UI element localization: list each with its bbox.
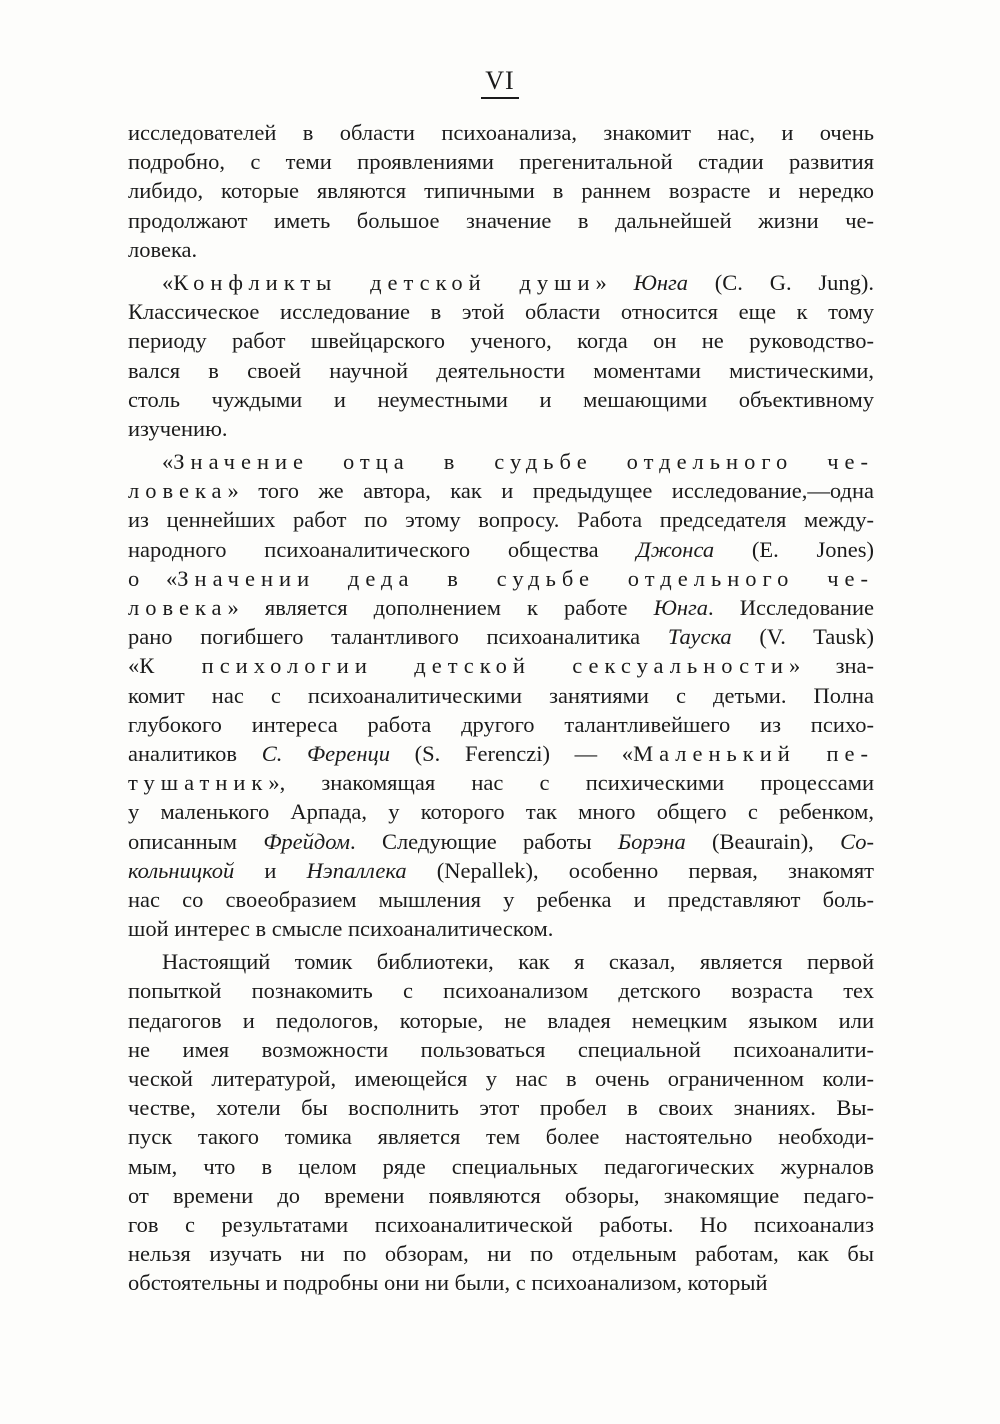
text-run: (V. Tausk) bbox=[731, 624, 874, 650]
text-line bbox=[128, 739, 874, 768]
text-run: у маленького Арпада, у которого так много общего с ребенком, bbox=[128, 799, 874, 825]
text-run: шой интерес в смысле психоаналитическом. bbox=[128, 916, 554, 942]
text-run: (Beaurain), bbox=[685, 828, 841, 854]
spaced-title: ловека bbox=[128, 478, 228, 504]
text-run: (Nepallek), особенно первая, знакомят bbox=[406, 857, 874, 883]
text-line bbox=[128, 914, 874, 943]
text-line bbox=[128, 1035, 874, 1064]
text-line bbox=[128, 947, 874, 976]
text-line bbox=[128, 1268, 874, 1297]
italic-name: Со- bbox=[840, 828, 874, 854]
text-run: ловека. bbox=[128, 236, 198, 262]
italic-name: кольницкой bbox=[128, 857, 235, 883]
text-run: столь чуждыми и неуместными и мешающими объективному bbox=[128, 386, 874, 412]
italic-name: Джонса bbox=[636, 536, 715, 562]
text-line bbox=[128, 593, 874, 622]
text-line bbox=[128, 768, 874, 797]
italic-name: Юнга bbox=[653, 595, 709, 620]
text-run: педагогов и педологов, которые, не владея немецким языком или bbox=[128, 1007, 874, 1033]
italic-name: С. Ференци bbox=[261, 740, 390, 766]
text-line bbox=[128, 827, 874, 856]
text-run: либидо, которые являются типичными в раннем возрасте и нередко bbox=[128, 178, 874, 204]
text-line bbox=[128, 297, 874, 326]
text-run: » bbox=[595, 269, 634, 295]
italic-name: Юнга bbox=[633, 269, 689, 295]
text-run: Настоящий томик библиотеки, как я сказал, является первой bbox=[162, 949, 874, 975]
page-number bbox=[0, 66, 1000, 99]
italic-name: Борэна bbox=[617, 828, 686, 854]
text-line bbox=[128, 681, 874, 710]
text-run: не имея возможности пользоваться специальной психоаналити- bbox=[128, 1036, 874, 1062]
text-run: периоду работ швейцарского ученого, когда он не руководство- bbox=[128, 328, 874, 354]
text-run: и bbox=[234, 857, 307, 883]
paragraph bbox=[128, 118, 874, 264]
text-run: », знакомящая нас с психическими процессами bbox=[268, 770, 874, 796]
text-run: Классическое исследование в этой области относится еще к тому bbox=[128, 299, 874, 325]
spaced-title: ловека bbox=[128, 595, 228, 620]
text-line bbox=[128, 447, 874, 476]
text-line bbox=[128, 147, 874, 176]
text-line bbox=[128, 856, 874, 885]
text-line bbox=[128, 268, 874, 297]
text-run: описанным bbox=[128, 828, 264, 854]
text-run: « bbox=[162, 269, 174, 295]
spaced-title: Маленький пе- bbox=[633, 740, 874, 766]
text-run: вался в своей научной деятельности моментами мистическими, bbox=[128, 357, 874, 383]
text-line bbox=[128, 206, 874, 235]
text-run: из ценнейших работ по этому вопросу. Работа председателя между- bbox=[128, 507, 874, 533]
text-run: подробно, с теми проявлениями прегенитальной стадии развития bbox=[128, 149, 874, 175]
text-run: нас со своеобразием мышления у ребенка и представляют боль- bbox=[128, 886, 874, 912]
text-run: « bbox=[128, 653, 140, 679]
text-line bbox=[128, 651, 874, 680]
text-run: . Следующие работы bbox=[350, 828, 618, 854]
text-line bbox=[128, 1210, 874, 1239]
text-run: от времени до времени появляются обзоры, знакомящие педаго- bbox=[128, 1182, 874, 1208]
spaced-title: Конфликты детской души bbox=[173, 269, 596, 295]
text-run: (S. Ferenczi) — « bbox=[390, 740, 634, 766]
text-run: мым, что в целом ряде специальных педагогических журналов bbox=[128, 1153, 874, 1179]
text-line bbox=[128, 235, 874, 264]
text-run: нельзя изучать ни по обзорам, ни по отдельным работам, как бы bbox=[128, 1241, 874, 1267]
text-run: рано погибшего талантливого психоаналитика bbox=[128, 624, 668, 650]
text-line bbox=[128, 1122, 874, 1151]
text-run: пуск такого томика является тем более настоятельно необходи- bbox=[128, 1124, 874, 1150]
text-line bbox=[128, 1093, 874, 1122]
text-run: изучению. bbox=[128, 415, 228, 441]
text-line bbox=[128, 118, 874, 147]
spaced-title: Значение отца в судьбе отдельного че- bbox=[173, 449, 874, 475]
text-line bbox=[128, 1152, 874, 1181]
text-line bbox=[128, 1239, 874, 1268]
text-run: о « bbox=[128, 565, 178, 591]
text-line bbox=[128, 1181, 874, 1210]
text-line bbox=[128, 535, 874, 564]
text-line bbox=[128, 505, 874, 534]
text-run: (C. G. Jung). bbox=[688, 269, 874, 295]
text-line bbox=[128, 476, 874, 505]
text-run: аналитиков bbox=[128, 740, 262, 766]
paragraph bbox=[128, 447, 874, 943]
text-line bbox=[128, 797, 874, 826]
text-run: глубокого интереса работа другого талантливейшего из психо- bbox=[128, 711, 874, 737]
text-run: » того же автора, как и предыдущее исследование,—одна bbox=[227, 478, 874, 504]
text-run: честве, хотели бы восполнить этот пробел в своих знаниях. Вы- bbox=[128, 1095, 874, 1121]
text-line bbox=[128, 885, 874, 914]
text-line bbox=[128, 414, 874, 443]
text-line bbox=[128, 326, 874, 355]
text-line bbox=[128, 385, 874, 414]
text-line bbox=[128, 710, 874, 739]
text-line bbox=[128, 564, 874, 593]
text-line bbox=[128, 976, 874, 1005]
text-run: продолжают иметь большое значение в дальнейшей жизни че- bbox=[128, 207, 874, 233]
italic-name: Тауска bbox=[667, 624, 732, 650]
text-run: гов с результатами психоаналитической работы. Но психоанализ bbox=[128, 1211, 874, 1237]
text-run: » является дополнением к работе bbox=[227, 595, 654, 620]
text-line bbox=[128, 356, 874, 385]
text-run: (E. Jones) bbox=[714, 536, 874, 562]
text-run: исследователей в области психоанализа, знакомит нас, и очень bbox=[128, 120, 874, 145]
paragraph bbox=[128, 947, 874, 1297]
text-run: . Исследование bbox=[708, 595, 874, 620]
text-run: попыткой познакомить с психоанализом детского возраста тех bbox=[128, 978, 874, 1004]
italic-name: Фрейдом bbox=[263, 828, 351, 854]
text-run: » зна- bbox=[788, 653, 874, 679]
spaced-title: К психологии детской сексуальности bbox=[139, 653, 789, 679]
text-run: ческой литературой, имеющейся у нас в очень ограниченном коли- bbox=[128, 1066, 874, 1091]
spaced-title: Значении деда в судьбе отдельного че- bbox=[177, 565, 874, 591]
text-line bbox=[128, 622, 874, 651]
italic-name: Нэпаллека bbox=[306, 857, 407, 883]
text-line bbox=[128, 1064, 874, 1093]
text-line bbox=[128, 176, 874, 205]
text-run: комит нас с психоаналитическими занятиями с детьми. Полна bbox=[128, 682, 874, 708]
text-run: обстоятельны и подробны они ни были, с психоанализом, который bbox=[128, 1270, 768, 1296]
body-text bbox=[128, 118, 874, 1298]
text-run: « bbox=[162, 449, 174, 475]
spaced-title: тушатник bbox=[128, 770, 269, 796]
text-line bbox=[128, 1006, 874, 1035]
paragraph bbox=[128, 268, 874, 443]
text-run: народного психоаналитического общества bbox=[128, 536, 637, 562]
page-number-label: VI bbox=[481, 66, 518, 99]
